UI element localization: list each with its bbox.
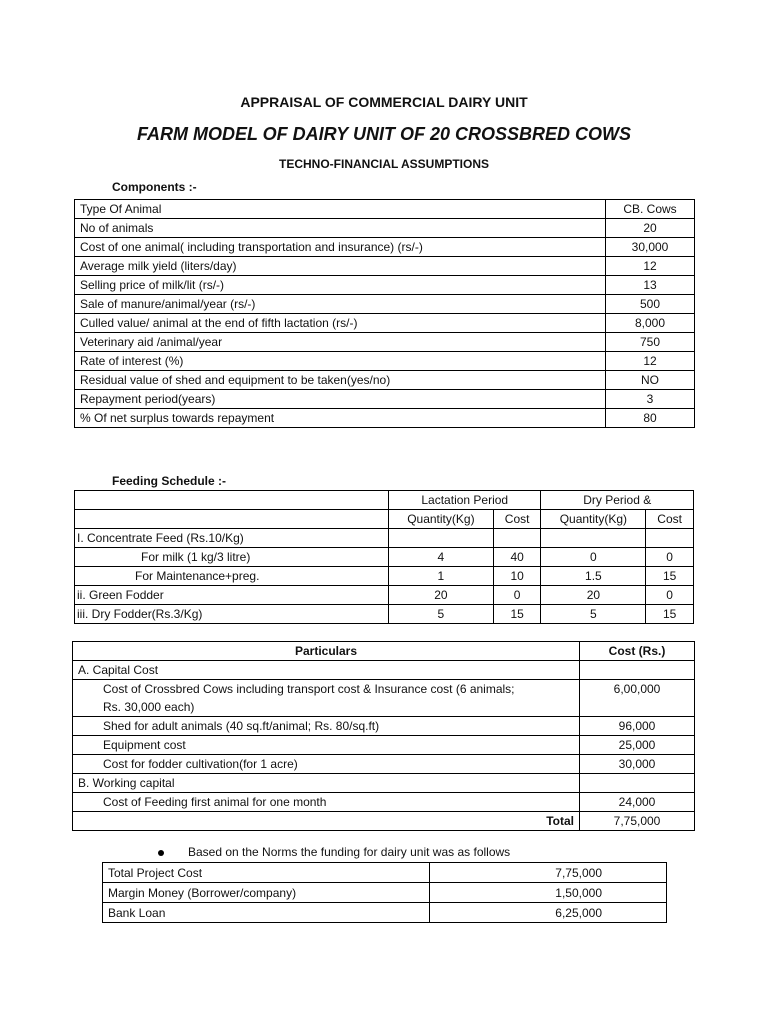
funding-label: Bank Loan [103,903,430,923]
components-row [75,314,695,333]
feed-value-cell: 1.5 [541,567,646,586]
funding-value: 1,50,000 [430,883,667,903]
feed-value-cell: 15 [493,605,541,624]
components-row [75,390,695,409]
funding-value: 6,25,000 [430,903,667,923]
feed-value-cell: 10 [493,567,541,586]
particulars-cost: 30,000 [580,755,695,774]
component-value: 500 [606,295,695,314]
components-row [75,371,695,390]
funding-intro-text: Based on the Norms the funding for dairy unit was as follows [188,845,511,859]
funding-row [103,883,667,903]
particulars-label: B. Working capital [73,774,580,793]
feed-value-cell [389,529,494,548]
feed-item-label: For Maintenance+preg. [75,567,389,586]
component-value: 20 [606,219,695,238]
particulars-cost: 96,000 [580,717,695,736]
total-label: Total [73,812,580,831]
funding-table [102,862,667,923]
component-value: 8,000 [606,314,695,333]
components-row [75,409,695,428]
feed-value-cell: 20 [389,586,494,605]
particulars-row [73,774,695,793]
feeding-sub-header-row [75,510,694,529]
feeding-row [75,605,694,624]
component-label: Type Of Animal [75,200,606,219]
feeding-row [75,586,694,605]
component-label: Selling price of milk/lit (rs/-) [75,276,606,295]
feed-value-cell: 4 [389,548,494,567]
component-label: Rate of interest (%) [75,352,606,371]
components-row [75,238,695,257]
feed-item-label: For milk (1 kg/3 litre) [75,548,389,567]
components-row [75,257,695,276]
particulars-row [73,717,695,736]
component-value: 80 [606,409,695,428]
component-value: 30,000 [606,238,695,257]
particulars-cost: 25,000 [580,736,695,755]
particulars-cost [580,661,695,680]
component-value: CB. Cows [606,200,695,219]
cost-header: Cost (Rs.) [580,642,695,661]
component-value: NO [606,371,695,390]
particulars-table [72,641,695,831]
components-row [75,352,695,371]
particulars-label: Cost of Feeding first animal for one month [73,793,580,812]
feeding-label: Feeding Schedule :- [112,474,227,488]
particulars-row [73,755,695,774]
feed-value-cell: 40 [493,548,541,567]
particulars-label-line: Rs. 30,000 each) [103,700,195,714]
feed-value-cell: 15 [646,605,694,624]
feed-item-label: I. Concentrate Feed (Rs.10/Kg) [75,529,389,548]
particulars-header-row [73,642,695,661]
sub-header-cell: Cost [493,510,541,529]
particulars-cost: 24,000 [580,793,695,812]
empty-header-cell [75,491,389,510]
feed-value-cell: 0 [646,586,694,605]
component-label: No of animals [75,219,606,238]
total-row [73,812,695,831]
funding-label: Total Project Cost [103,863,430,883]
particulars-label-line: Cost of Crossbred Cows including transport cost & Insurance cost (6 animals; [103,682,515,696]
particulars-row [73,680,695,717]
particulars-cost [580,774,695,793]
component-value: 3 [606,390,695,409]
feed-value-cell: 5 [389,605,494,624]
component-label: Sale of manure/animal/year (rs/-) [75,295,606,314]
particulars-header: Particulars [73,642,580,661]
particulars-label: Shed for adult animals (40 sq.ft/animal; Rs. 80/sq.ft) [73,717,580,736]
bullet-icon [158,850,164,856]
component-label: Residual value of shed and equipment to be taken(yes/no) [75,371,606,390]
components-row [75,333,695,352]
components-row [75,200,695,219]
particulars-cost: 6,00,000 [580,680,695,717]
feed-value-cell: 1 [389,567,494,586]
funding-row [103,863,667,883]
empty-header-cell [75,510,389,529]
lactation-period-header: Lactation Period [389,491,541,510]
feeding-group-header-row [75,491,694,510]
feed-value-cell: 20 [541,586,646,605]
feed-value-cell [541,529,646,548]
feeding-table [74,490,694,624]
component-value: 12 [606,352,695,371]
component-label: Average milk yield (liters/day) [75,257,606,276]
particulars-label: Equipment cost [73,736,580,755]
components-label: Components :- [112,180,197,194]
feed-value-cell: 0 [646,548,694,567]
particulars-row [73,793,695,812]
component-label: Culled value/ animal at the end of fifth lactation (rs/-) [75,314,606,333]
section-heading: TECHNO-FINANCIAL ASSUMPTIONS [279,157,489,171]
particulars-label: Cost for fodder cultivation(for 1 acre) [73,755,580,774]
feed-value-cell [493,529,541,548]
feed-value-cell: 15 [646,567,694,586]
components-row [75,219,695,238]
sub-header-cell: Quantity(Kg) [389,510,494,529]
component-label: % Of net surplus towards repayment [75,409,606,428]
component-value: 750 [606,333,695,352]
component-label: Veterinary aid /animal/year [75,333,606,352]
funding-row [103,903,667,923]
dry-period-header: Dry Period & [541,491,694,510]
feed-value-cell: 0 [493,586,541,605]
feed-value-cell: 0 [541,548,646,567]
feed-item-label: iii. Dry Fodder(Rs.3/Kg) [75,605,389,624]
funding-value: 7,75,000 [430,863,667,883]
total-value: 7,75,000 [580,812,695,831]
component-label: Cost of one animal( including transportation and insurance) (rs/-) [75,238,606,257]
sub-header-cell: Quantity(Kg) [541,510,646,529]
particulars-label: A. Capital Cost [73,661,580,680]
feeding-row [75,548,694,567]
feeding-row [75,529,694,548]
component-value: 12 [606,257,695,276]
particulars-row [73,661,695,680]
document-title: APPRAISAL OF COMMERCIAL DAIRY UNIT [240,94,528,110]
components-row [75,276,695,295]
feed-item-label: ii. Green Fodder [75,586,389,605]
component-value: 13 [606,276,695,295]
sub-header-cell: Cost [646,510,694,529]
component-label: Repayment period(years) [75,390,606,409]
feed-value-cell: 5 [541,605,646,624]
components-row [75,295,695,314]
particulars-label [73,680,580,717]
particulars-row [73,736,695,755]
funding-label: Margin Money (Borrower/company) [103,883,430,903]
feed-value-cell [646,529,694,548]
funding-intro [158,845,510,859]
components-table [74,199,695,428]
document-subtitle: FARM MODEL OF DAIRY UNIT OF 20 CROSSBRED COWS [136,124,632,144]
feeding-row [75,567,694,586]
